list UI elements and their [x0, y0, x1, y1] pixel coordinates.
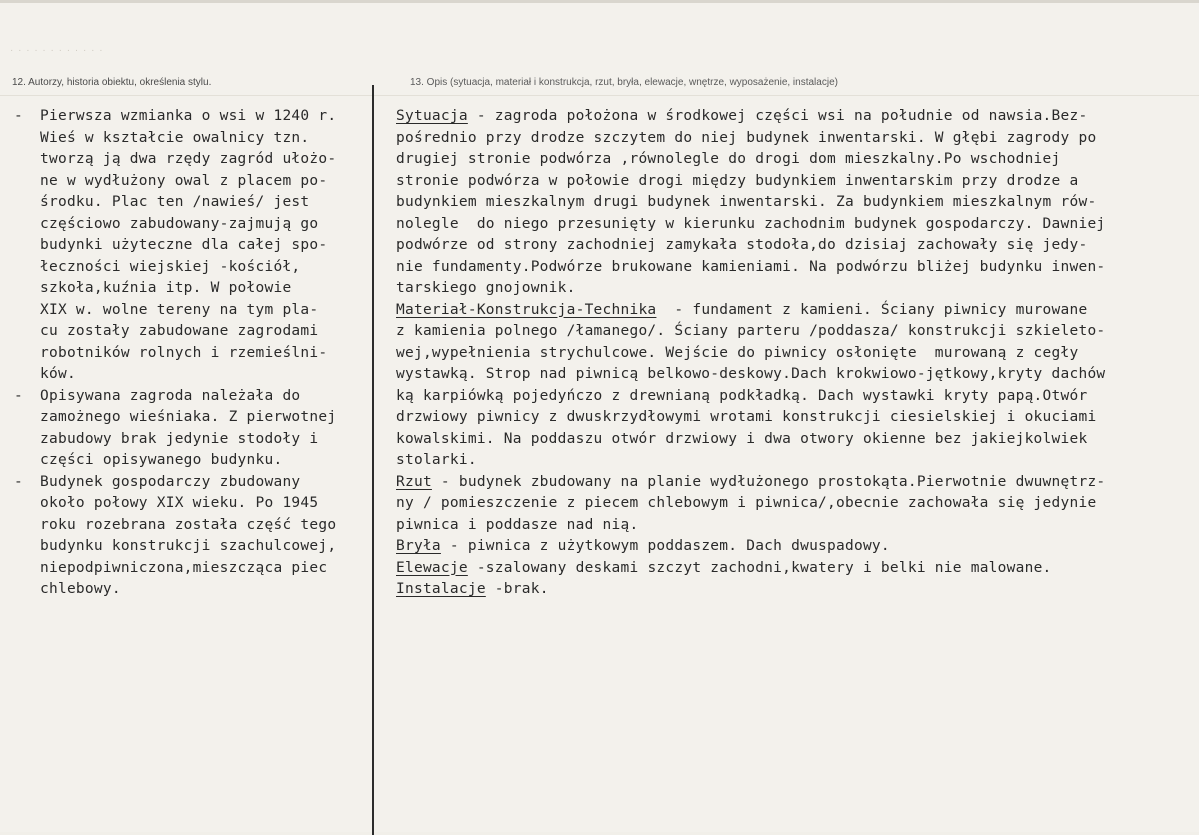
typed-line: szkoła,kuźnia itp. W połowie	[40, 280, 292, 296]
section-label: Sytuacja	[396, 108, 468, 124]
typed-line	[396, 214, 1196, 236]
typed-line: Pierwsza wzmianka o wsi w 1240 r.	[40, 108, 337, 124]
typed-line: Budynek gospodarczy zbudowany	[40, 473, 301, 490]
typed-line: budynku konstrukcji szachulcowej,	[40, 538, 337, 554]
typed-line	[396, 558, 1196, 580]
line-text: - budynek zbudowany na planie wydłużonego prostokąta.Pierwotnie dwuwnętrz-	[431, 473, 1106, 490]
section-label: Elewacje	[396, 559, 468, 576]
typed-line: cu zostały zabudowane zagrodami	[40, 323, 319, 339]
typed-line: zabudowy brak jedynie stodoły i	[40, 430, 319, 447]
typed-line: Wieś w kształcie owalnicy tzn.	[40, 129, 310, 146]
typed-line	[396, 192, 1196, 214]
section-label: Rzut	[396, 473, 432, 490]
line-text: - zagroda położona w środkowej części wsi na południe od nawsia.Bez-	[467, 108, 1088, 124]
typed-line	[396, 235, 1196, 257]
typed-line: ków.	[40, 366, 76, 382]
line-text: z kamienia polnego /łamanego/. Ściany parteru /poddasza/ konstrukcji szkieleto-	[396, 323, 1106, 339]
typed-line: częściowo zabudowany-zajmują go	[40, 215, 319, 232]
typed-line	[396, 278, 1196, 300]
line-text: stolarki.	[396, 452, 477, 468]
form-rule	[0, 95, 1199, 96]
line-text: nolegle do niego przesunięty w kierunku zachodnim budynek gospodarczy. Dawniej	[396, 215, 1106, 232]
typed-line	[396, 386, 1196, 408]
history-column	[14, 106, 374, 601]
line-text: -brak.	[485, 581, 549, 597]
typed-line: łeczności wiejskiej -kościół,	[40, 258, 301, 275]
typed-line: części opisywanego budynku.	[40, 452, 283, 468]
faint-header-text: · · · · · · · · · · · ·	[10, 45, 104, 56]
typed-line	[396, 171, 1196, 193]
line-text: wystawką. Strop nad piwnicą belkowo-deskowy.Dach krokwiowo-jętkowy,kryty dachów	[396, 366, 1106, 382]
history-paragraph	[14, 106, 374, 386]
typed-line	[396, 472, 1196, 494]
typed-line	[396, 364, 1196, 386]
line-text: nie fundamenty.Podwórze brukowane kamieniami. Na podwórzu bliżej budynku inwen-	[396, 258, 1106, 275]
typed-line	[396, 128, 1196, 150]
line-text: ny / pomieszczenie z piecem chlebowym i piwnica/,obecnie zachowała się jedynie	[396, 495, 1097, 511]
typed-line	[396, 450, 1196, 472]
line-text: ką karpiówką pojedyńczo z drewnianą podkładką. Dach wystawki kryty papą.Otwór	[396, 387, 1088, 404]
line-text: budynkiem mieszkalnym drugi budynek inwentarski. Za budynkiem mieszkalnym rów-	[396, 194, 1097, 210]
line-text: piwnica i poddasze nad nią.	[396, 516, 639, 533]
typed-line: Opisywana zagroda należała do	[40, 387, 301, 404]
typed-line: robotników rolnych i rzemieślni-	[40, 344, 328, 361]
right-column-heading: 13. Opis (sytuacja, materiał i konstrukcja, rzut, bryła, elewacje, wnętrze, wyposażenie, instalacje)	[410, 77, 838, 88]
description-column	[396, 106, 1196, 601]
typed-line: tworzą ją dwa rzędy zagród ułożo-	[40, 151, 337, 167]
line-text: - fundament z kamieni. Ściany piwnicy murowane	[656, 301, 1088, 318]
history-paragraph	[14, 472, 374, 601]
typed-line: chlebowy.	[40, 581, 121, 597]
line-text: podwórze od strony zachodniej zamykała stodoła,do dzisiaj zachowały się jedy-	[396, 237, 1088, 253]
typed-line	[396, 257, 1196, 279]
bullet-dash: -	[14, 387, 23, 404]
section-label: Bryła	[396, 538, 441, 554]
typed-line: zamożnego wieśniaka. Z pierwotnej	[40, 409, 337, 425]
line-text: -szalowany deskami szczyt zachodni,kwatery i belki nie malowane.	[467, 559, 1052, 576]
typed-line	[396, 149, 1196, 171]
typed-line: budynki użyteczne dla całej spo-	[40, 237, 328, 253]
typed-line	[396, 300, 1196, 322]
typed-line	[396, 106, 1196, 128]
section-label: Materiał-Konstrukcja-Technika	[396, 301, 657, 318]
line-text: drugiej stronie podwórza ,równolegle do drogi dom mieszkalny.Po wschodniej	[396, 151, 1061, 167]
line-text: drzwiowy piwnicy z dwuskrzydłowymi wrotami konstrukcji ciesielskiej i okuciami	[396, 409, 1097, 425]
typed-line	[396, 579, 1196, 601]
section-label: Instalacje	[396, 581, 486, 597]
history-paragraph	[14, 386, 374, 472]
bullet-dash: -	[14, 473, 23, 490]
typed-line: niepodpiwniczona,mieszcząca piec	[40, 559, 328, 576]
typed-line	[396, 407, 1196, 429]
typed-line	[396, 515, 1196, 537]
line-text: wej,wypełnienia strychulcowe. Wejście do piwnicy osłonięte murowaną z cegły	[396, 344, 1079, 361]
line-text: pośrednio przy drodze szczytem do niej budynek inwentarski. W głębi zagrody po	[396, 129, 1097, 146]
left-column-heading: 12. Autorzy, historia obiektu, określenia stylu.	[12, 77, 212, 88]
bullet-dash: -	[14, 108, 23, 124]
typed-line	[396, 493, 1196, 515]
line-text: stronie podwórza w połowie drogi między budynkiem inwentarskim przy drodze a	[396, 172, 1079, 189]
typed-line: ne w wydłużony owal z placem po-	[40, 172, 328, 189]
typed-line	[396, 343, 1196, 365]
typed-line: środku. Plac ten /nawieś/ jest	[40, 194, 310, 210]
typed-line: XIX w. wolne tereny na tym pla-	[40, 301, 319, 318]
typed-line: roku rozebrana została część tego	[40, 516, 337, 533]
typed-line: około połowy XIX wieku. Po 1945	[40, 495, 319, 511]
line-text: - piwnica z użytkowym poddaszem. Dach dwuspadowy.	[440, 538, 890, 554]
typed-line	[396, 429, 1196, 451]
line-text: kowalskimi. Na poddaszu otwór drzwiowy i dwa otwory okienne bez jakiejkolwiek	[396, 430, 1088, 447]
typed-line	[396, 536, 1196, 558]
line-text: tarskiego gnojownik.	[396, 280, 576, 296]
typed-line	[396, 321, 1196, 343]
